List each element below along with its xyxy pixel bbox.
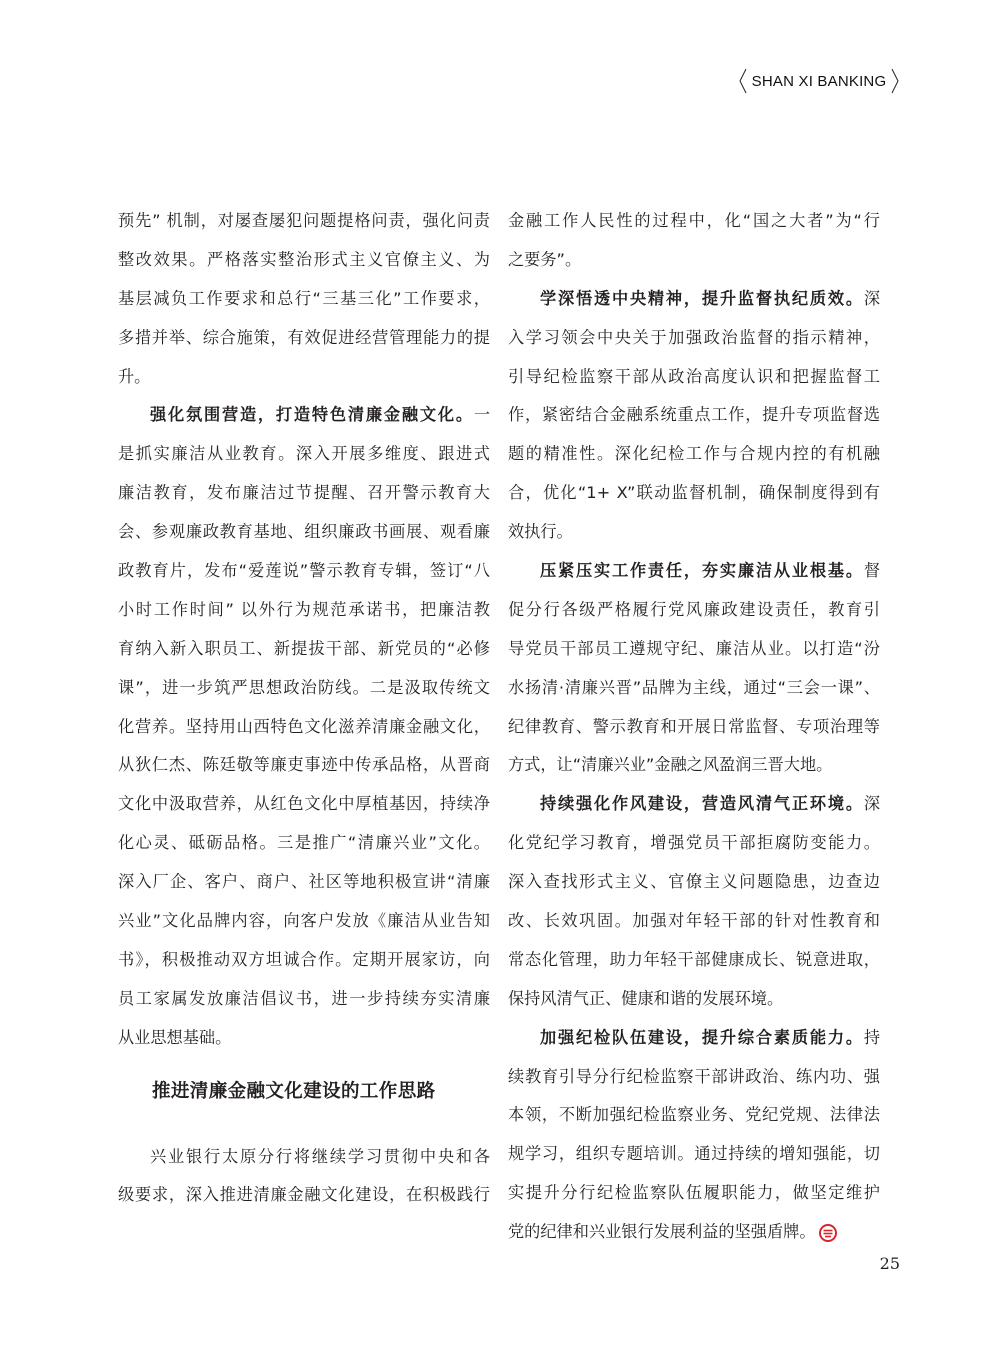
paragraph-tail: 深 <box>863 794 880 814</box>
paragraph-heading: 学深悟透中央精神，提升监督执纪质效。 <box>540 288 864 308</box>
text-line: 实提升分行纪检监察队伍履职能力，做坚定维护 <box>508 1183 880 1203</box>
magazine-header-tag <box>739 68 899 94</box>
text-line: 金融工作人民性的过程中，化“国之大者”为“行 <box>508 211 880 230</box>
paragraph-first-line <box>508 280 880 319</box>
text-line: 文化中汲取营养，从红色文化中厚植基因，持续净 <box>118 794 490 814</box>
text-line: 改、长效巩固。加强对年轻干部的针对性教育和 <box>508 911 880 931</box>
text-line: 廉洁教育，发布廉洁过节提醒、召开警示教育大 <box>118 483 490 503</box>
right-intro-paragraph <box>508 202 880 280</box>
section-title: 推进清廉金融文化建设的工作思路 <box>152 1080 436 1102</box>
text-line: 作，紧密结合金融系统重点工作，提升专项监督选 <box>508 405 880 425</box>
style-paragraph <box>508 785 880 1018</box>
text-line: 预先” 机制，对屡查屡犯问题提格问责，强化问责 <box>118 211 490 230</box>
text-line: 水扬清·清廉兴晋”品牌为主线，通过“三会一课”、 <box>508 677 880 697</box>
text-line: 纪律教育、警示教育和开展日常监督、专项治理等 <box>508 716 880 736</box>
text-line: 引导纪检监察干部从政治高度认识和把握监督工 <box>508 366 880 386</box>
text-line: 书》，积极推动双方坦诚合作。定期开展家访，向 <box>118 949 490 969</box>
text-line: 从狄仁杰、陈廷敬等廉吏事迹中传承品格，从晋商 <box>118 755 490 775</box>
text-line: 整改效果。严格落实整治形式主义官僚主义、为 <box>118 249 490 269</box>
text-line: 本领，不断加强纪检监察业务、党纪党规、法律法 <box>508 1105 880 1125</box>
text-line: 兴业银行太原分行将继续学习贯彻中央和各 <box>150 1146 490 1166</box>
culture-paragraph <box>118 396 490 1057</box>
text-line: 课”，进一步筑严思想政治防线。二是汲取传统文 <box>118 677 490 697</box>
text-line: 之要务”。 <box>508 249 582 269</box>
paragraph-first-line <box>508 785 880 824</box>
text-line: 化心灵、砥砺品格。三是推广“清廉兴业”文化。 <box>118 833 490 853</box>
supervision-paragraph <box>508 280 880 552</box>
text-line: 育纳入新入职员工、新提拔干部、新党员的“必修 <box>118 638 490 658</box>
paragraph-tail: 深 <box>863 288 880 308</box>
left-column <box>118 202 490 1215</box>
text-line: 深入查找形式主义、官僚主义问题隐患，边查边 <box>508 872 880 892</box>
end-mark-icon <box>818 1223 838 1243</box>
section-paragraph <box>118 1138 490 1216</box>
text-line: 效执行。 <box>508 522 573 542</box>
text-line: 题的精准性。深化纪检工作与合规内控的有机融 <box>508 444 880 464</box>
responsibility-paragraph <box>508 552 880 785</box>
text-line: 续教育引导分行纪检监察干部讲政治、练内功、强 <box>508 1066 880 1086</box>
paragraph-heading: 持续强化作风建设，营造风清气正环境。 <box>540 794 864 814</box>
paragraph-tail: 一 <box>473 405 490 425</box>
text-line: 常态化管理，助力年轻干部健康成长、锐意进取， <box>508 949 880 969</box>
text-line: 合，优化“1+ X”联动监督机制，确保制度得到有 <box>508 483 880 503</box>
paragraph-first-line <box>508 1019 880 1058</box>
text-line: 是抓实廉洁从业教育。深入开展多维度、跟进式 <box>118 444 490 464</box>
text-line: 化营养。坚持用山西特色文化滋养清廉金融文化， <box>118 716 490 736</box>
right-column <box>508 202 880 1252</box>
text-line: 从业思想基础。 <box>118 1027 232 1047</box>
text-line: 入学习领会中央关于加强政治监督的指示精神， <box>508 327 880 347</box>
paragraph-first-line <box>118 396 490 435</box>
page-number: 25 <box>879 1254 900 1273</box>
paragraph-tail: 督 <box>863 561 880 581</box>
text-line: 政教育片，发布“爱莲说”警示教育专辑，签订“八 <box>118 561 490 581</box>
team-paragraph <box>508 1019 880 1252</box>
text-line: 会、参观廉政教育基地、组织廉政书画展、观看廉 <box>118 522 490 542</box>
text-line: 级要求，深入推进清廉金融文化建设，在积极践行 <box>118 1185 490 1205</box>
text-line: 深入厂企、客户、商户、社区等地积极宣讲“清廉 <box>118 872 490 892</box>
text-line: 促分行各级严格履行党风廉政建设责任，教育引 <box>508 599 880 619</box>
text-line: 方式，让“清廉兴业”金融之风盈润三晋大地。 <box>508 755 833 775</box>
paragraph-first-line <box>508 552 880 591</box>
text-line: 多措并举、综合施策，有效促进经营管理能力的提 <box>118 327 490 347</box>
text-line: 保持风清气正、健康和谐的发展环境。 <box>508 988 784 1008</box>
text-line: 升。 <box>118 366 151 386</box>
paragraph-heading: 压紧压实工作责任，夯实廉洁从业根基。 <box>540 561 864 581</box>
text-line: 基层减负工作要求和总行“三基三化”工作要求， <box>118 288 490 308</box>
text-line: 小时工作时间” 以外行为规范承诺书，把廉洁教 <box>118 599 490 619</box>
text-line: 员工家属发放廉洁倡议书，进一步持续夯实清廉 <box>118 988 490 1008</box>
magazine-name: SHAN XI BANKING <box>751 72 887 90</box>
paragraph-heading: 加强纪检队伍建设，提升综合素质能力。 <box>540 1027 864 1047</box>
text-line <box>508 1213 880 1252</box>
text-line: 化党纪学习教育，增强党员干部拒腐防变能力。 <box>508 833 880 853</box>
left-top-paragraph <box>118 202 490 396</box>
left-bracket-icon <box>739 68 747 94</box>
text-line: 导党员干部员工遵规守纪、廉洁从业。以打造“汾 <box>508 638 880 658</box>
right-bracket-icon <box>891 68 899 94</box>
text-line: 规学习，组织专题培训。通过持续的增知强能，切 <box>508 1144 880 1164</box>
text-line: 兴业”文化品牌内容，向客户发放《廉洁从业告知 <box>118 911 490 931</box>
final-sentence: 党的纪律和兴业银行发展利益的坚强盾牌。 <box>508 1222 816 1242</box>
paragraph-heading: 强化氛围营造，打造特色清廉金融文化。 <box>150 405 474 425</box>
paragraph-tail: 持 <box>863 1027 880 1047</box>
